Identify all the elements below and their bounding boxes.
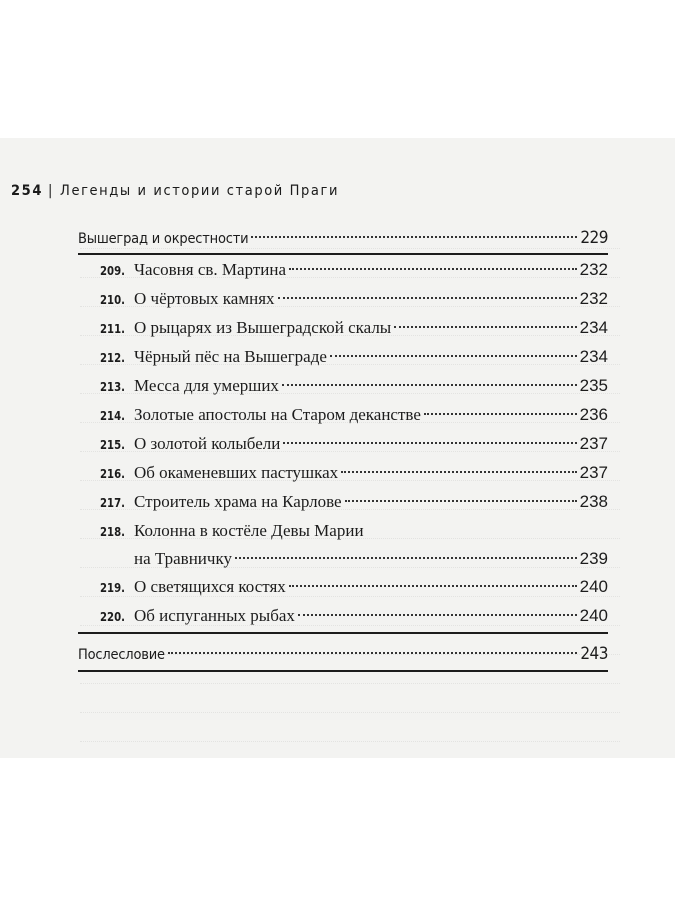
dot-leader — [330, 355, 577, 357]
toc-afterword-page: 243 — [580, 644, 608, 664]
entry-title: Строитель храма на Карлове — [134, 492, 342, 511]
entry-page: 235 — [579, 376, 608, 395]
entry-number: 219. — [100, 580, 125, 595]
entry-number: 215. — [100, 437, 125, 452]
entry-title: Часовня св. Мартина — [134, 260, 287, 279]
entry-page: 232 — [579, 260, 608, 279]
toc-section-title: Вышеград и окрестности — [78, 231, 249, 247]
header-book-title: Легенды и истории старой Праги — [60, 183, 340, 199]
toc-section-row[interactable] — [78, 224, 608, 253]
toc-afterword-title: Послесловие — [78, 647, 165, 663]
divider — [78, 632, 608, 634]
entry-number: 214. — [100, 408, 125, 423]
dot-leader — [235, 557, 577, 559]
toc-entry[interactable] — [78, 372, 608, 401]
toc-entry[interactable] — [78, 517, 608, 573]
entry-number: 216. — [100, 466, 125, 481]
dot-leader — [283, 442, 576, 444]
entry-page: 237 — [579, 434, 608, 453]
entry-title: Чёрный пёс на Вышеграде — [134, 347, 327, 366]
toc-entry[interactable] — [78, 459, 608, 488]
entry-number: 210. — [100, 292, 125, 307]
toc-entry[interactable] — [78, 401, 608, 430]
entry-title-line2: на Травничку — [134, 549, 232, 568]
entry-number: 212. — [100, 350, 125, 365]
running-header: 254 | Легенды и истории старой Праги — [11, 183, 340, 199]
entry-title-line1: Колонна в костёле Девы Марии — [134, 521, 364, 540]
dot-leader — [168, 652, 577, 654]
toc-entry[interactable] — [78, 573, 608, 602]
toc-section-page: 229 — [580, 228, 608, 248]
entry-page: 234 — [579, 318, 608, 337]
entry-title: О чёртовых камнях — [134, 289, 275, 308]
dot-leader — [424, 413, 577, 415]
entry-title: Месса для умерших — [134, 376, 279, 395]
dot-leader — [341, 471, 576, 473]
entry-number: 209. — [100, 263, 125, 278]
entry-title: О рыцарях из Вышеградской скалы — [134, 318, 392, 337]
entry-page: 239 — [579, 549, 608, 568]
divider — [78, 670, 608, 672]
entry-title: Об окаменевших пастушках — [134, 463, 339, 482]
entry-title: О золотой колыбели — [134, 434, 281, 453]
entry-page: 236 — [579, 405, 608, 424]
toc-entry[interactable] — [78, 488, 608, 517]
entry-title: Золотые апостолы на Старом деканстве — [134, 405, 421, 424]
entry-title-line2-row — [134, 545, 608, 573]
entry-page: 237 — [579, 463, 608, 482]
dot-leader — [289, 585, 577, 587]
entry-number: 220. — [100, 609, 125, 624]
toc-entry[interactable] — [78, 602, 608, 631]
toc-entry[interactable] — [78, 314, 608, 343]
entry-title: Об испуганных рыбах — [134, 606, 295, 625]
table-of-contents — [78, 224, 608, 672]
toc-entry[interactable] — [78, 343, 608, 372]
entry-number: 217. — [100, 495, 125, 510]
entry-title: О светящихся костях — [134, 577, 286, 596]
dot-leader — [278, 297, 577, 299]
entry-title-block — [134, 517, 608, 573]
toc-afterword-row[interactable] — [78, 640, 608, 669]
dot-leader — [282, 384, 577, 386]
dot-leader — [289, 268, 577, 270]
dot-leader — [345, 500, 577, 502]
entry-page: 240 — [579, 577, 608, 596]
entry-number: 211. — [100, 321, 125, 336]
header-page-number: 254 — [11, 183, 44, 199]
toc-entry[interactable] — [78, 430, 608, 459]
dot-leader — [394, 326, 576, 328]
entry-number: 213. — [100, 379, 125, 394]
toc-entry[interactable] — [78, 256, 608, 285]
entry-page: 232 — [579, 289, 608, 308]
entry-page: 240 — [579, 606, 608, 625]
entry-page: 238 — [579, 492, 608, 511]
dot-leader — [298, 614, 577, 616]
entry-page: 234 — [579, 347, 608, 366]
dot-leader — [251, 236, 577, 238]
divider — [78, 253, 608, 255]
toc-entry[interactable] — [78, 285, 608, 314]
entry-number: 218. — [100, 524, 125, 539]
